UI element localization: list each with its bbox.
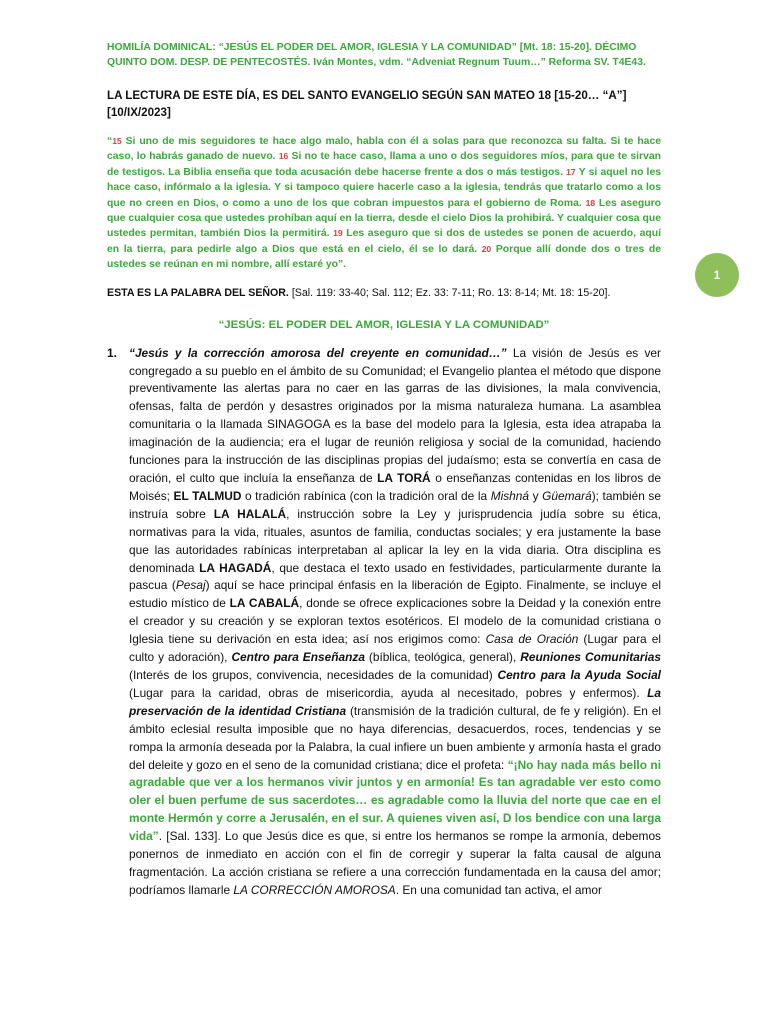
body-text: ) aquí se hace principal énfasis en la liberación de Egipto. Finalmente, se incluye el estudio místico de: [129, 578, 661, 611]
term-cabala: LA CABALÁ: [229, 596, 300, 611]
body-text: La visión de Jesús es ver congregado a su pueblo en el ámbito de su Comunidad; el Evangelio plantea el método que dispone preventivamente las alertas para no caer en las garras de las divisiones, la mala convivencia, ofensas, falta de perdón y desastres originados por la misma naturaleza humana. La asamblea comunitaria o la llamada SINAGOGA es la base del modelo para la Iglesia, esta idea atrapaba la imaginación de la audiencia; era el lugar de reunión religiosa y social de la comunidad, haciendo funciones para la instrucción de las disciplinas propias del judaísmo; esta se convertía en casa de oración, el culto que incluía la enseñanza de: [129, 345, 661, 485]
body-text: (transmisión de la tradición cultural, de fe y religión). En el ámbito eclesial resulta imposible que no haya diferencias, desacuerdos, roces, tendencias y se rompa la armonía deseada por la Palabra, la cual infiere un buen ambiente y armonía hasta el grado del deleite y gozo en el seno de la comunidad cristiana; dice el profeta:: [129, 703, 662, 772]
verse-text: Les aseguro que cualquier cosa que ustedes prohíban aquí en la tierra, desde el cielo Dios la prohibirá. Y cualquier cosa que ustedes permitan, también Dios la permitirá.: [107, 197, 661, 240]
term-pesaj: Pesaj: [175, 578, 206, 593]
body-text: (bíblica, teológica, general),: [364, 650, 521, 665]
verse-text: Porque allí donde dos o tres de ustedes se reúnan en mi nombre, allí estaré yo”.: [107, 243, 661, 271]
term-casa-oracion: Casa de Oración: [485, 632, 579, 647]
term-hagada: LA HAGADÁ: [199, 560, 272, 575]
term-correccion-amorosa: LA CORRECCIÓN AMOROSA: [233, 882, 396, 897]
reading-title: LA LECTURA DE ESTE DÍA, ES DEL SANTO EVANGELIO SEGÚN SAN MATEO 18 [15-20… “A”] [10/IX/2023]: [107, 89, 627, 119]
homily-section-1: [107, 345, 661, 900]
body-text: , que destaca el texto usado en festividades, particularmente durante la pascua (: [129, 560, 661, 593]
term-talmud: EL TALMUD: [173, 488, 242, 503]
psalm-quote: “¡No hay nada más bello ni agradable que ver a los hermanos vivir juntos y en armonía! Es tan agradable ver esto como oler el buen perfume de sus sacerdotes… es agradable como la lluvia del norte que cae en el monte Hermón y corre a Jerusalén, en el sur. A quienes viven así, D los bendice con una larga vida”: [129, 757, 661, 844]
verse-number: 17: [566, 166, 576, 177]
term-halala: LA HALALÁ: [213, 506, 287, 521]
scripture-references: [Sal. 119: 33-40; Sal. 112; Ez. 33: 7-11; Ro. 13: 8-14; Mt. 18: 15-20].: [288, 286, 611, 299]
word-of-lord: [107, 286, 661, 301]
verse-text: Les aseguro que si dos de ustedes se ponen de acuerdo, aquí en la tierra, para pedirle algo a Dios que está en el cielo, él se lo dará.: [107, 228, 662, 255]
verse-text: Y si aquel no les hace caso, infórmalo a la iglesia. Y si tampoco quiere hacerle caso a la iglesia, tendrás que tratarlo como a los que no creen en Dios, o como a uno de los que cobran impuestos para el gobierno de Roma.: [107, 166, 662, 209]
document-page: [107, 40, 661, 900]
body-text: (Lugar para el culto y adoración),: [129, 632, 661, 665]
body-text: , donde se ofrece explicaciones sobre la Deidad y la conexión entre el creador y su creación y se exploran textos esotéricos. El modelo de la comunidad cristiana o Iglesia tiene su derivación en esta idea; así nos erigimos como:: [129, 596, 661, 647]
term-tora: LA TORÁ: [377, 471, 431, 485]
term-reuniones: Reuniones Comunitarias: [520, 650, 661, 665]
section-number: 1.: [107, 345, 117, 360]
body-text: o enseñanzas contenidas en los libros de Moisés;: [129, 471, 662, 503]
gospel-open-quote: “: [107, 136, 113, 147]
term-guemara: Güemará: [542, 488, 592, 503]
gospel-text: [107, 134, 661, 273]
homily-title: “JESÚS: EL PODER DEL AMOR, IGLESIA Y LA COMUNIDAD”: [218, 318, 550, 331]
verse-number: 16: [278, 151, 289, 162]
word-of-lord-label: ESTA ES LA PALABRA DEL SEÑOR.: [107, 286, 289, 299]
section-lead: “Jesús y la corrección amorosa del creyente en comunidad…”: [129, 345, 507, 360]
verse-number: 20: [481, 243, 492, 254]
term-centro-ensenanza: Centro para Enseñanza: [231, 650, 365, 665]
verse-number: 19: [333, 228, 343, 239]
body-text: . En una comunidad tan activa, el amor: [395, 882, 602, 897]
verse-number: 18: [585, 197, 596, 208]
document-header: HOMILÍA DOMINICAL: “JESÚS EL PODER DEL AMOR, IGLESIA Y LA COMUNIDAD” [Mt. 18: 15-20]. DÉCIMO QUINTO DOM. DESP. DE PENTECOSTÉS. Iván Montes, vdm. “Adveniat Regnum Tuum…” Reforma SV. T4E43.: [107, 42, 646, 68]
body-text: . [Sal. 133]. Lo que Jesús dice es que, si entre los hermanos se rompe la armonía, debemos ponernos de inmediato en acción con el fin de corregir y superar la falta causal de alguna fragmentación. La acción cristiana se refiere a una corrección fundamentada en la causa del amor; podríamos llamarle: [129, 829, 661, 897]
body-text: ); también se instruía sobre: [129, 488, 661, 521]
term-centro-ayuda: Centro para la Ayuda Social: [497, 667, 661, 682]
verse-text: Si no te hace caso, llama a uno o dos seguidores míos, para que te sirvan de testigos. La Biblia enseña que toda acusación debe hacerse frente a dos o más testigos.: [107, 151, 661, 178]
body-text: o tradición rabínica (con la tradición oral de la: [241, 488, 491, 503]
body-text: (Interés de los grupos, convivencia, necesidades de la comunidad): [129, 667, 498, 682]
term-preservacion: La preservación de la identidad Cristiana: [129, 685, 661, 718]
body-text: , instrucción sobre la Ley y jurisprudencia judía sobre su ética, normativas para la vida, rituales, asuntos de familia, conductas sociales; y era justamente la base que las autoridades rabínicas interpretaban al aplicar la ley en la vida diaria. Otra disciplina es denominada: [129, 506, 661, 575]
verse-text: Si uno de mis seguidores te hace algo malo, habla con él a solas para que reconozca su falta. Si te hace caso, lo habrás ganado de nuevo.: [107, 136, 661, 163]
body-text: y: [529, 488, 543, 503]
term-mishna: Mishná: [490, 488, 530, 503]
verse-number: 15: [112, 136, 122, 146]
page-number-badge: 1: [695, 253, 739, 297]
body-text: (Lugar para la caridad, obras de misericordia, ayuda al necesitado, pobres y enfermos).: [129, 685, 648, 700]
